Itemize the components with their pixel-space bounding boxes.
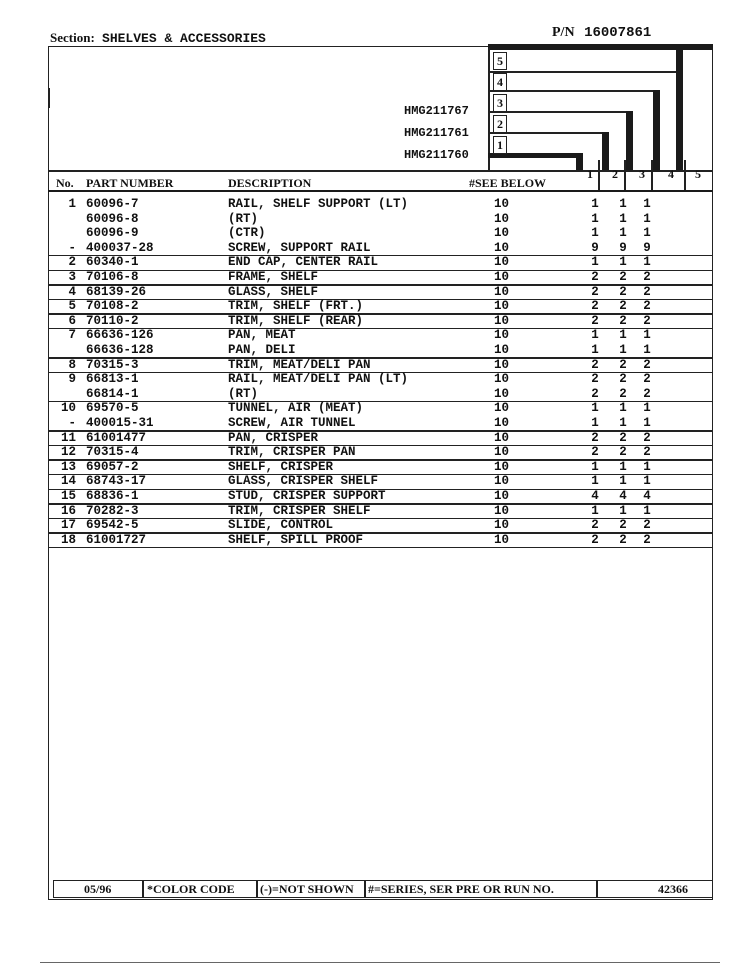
cell-q2: 1: [619, 503, 627, 518]
cell-q3: 2: [643, 313, 651, 328]
cell-q1: 9: [591, 240, 599, 255]
cell-see: 10: [494, 386, 510, 401]
cell-q1: 1: [591, 459, 599, 474]
row-divider: [48, 547, 713, 548]
cell-no: 16: [60, 503, 76, 518]
section-heading: [50, 30, 266, 46]
footer-sep: [596, 881, 598, 897]
cell-see: 10: [494, 372, 510, 387]
cell-q1: 2: [591, 445, 599, 460]
series-box-5: 5: [493, 52, 507, 70]
cell-q1: 2: [591, 313, 599, 328]
cell-desc: SCREW, AIR TUNNEL: [228, 416, 356, 430]
cell-q1: 1: [591, 255, 599, 270]
series-box-4: 4: [493, 73, 507, 91]
cell-see: 10: [494, 328, 510, 343]
col-q1-header: 1: [587, 167, 593, 181]
table-row: [48, 518, 713, 533]
table-row: [48, 387, 713, 402]
cell-see: 10: [494, 313, 510, 328]
cell-q1: 2: [591, 270, 599, 284]
cell-no: 15: [60, 489, 76, 503]
cell-desc: (RT): [228, 386, 259, 401]
cell-see: 10: [494, 240, 510, 255]
qcol-sep: [624, 160, 626, 190]
cell-desc: SCREW, SUPPORT RAIL: [228, 240, 371, 255]
cell-part: 70106-8: [86, 270, 139, 284]
cell-no: -: [68, 240, 76, 255]
stair-line-5: [488, 71, 676, 73]
cell-part: 61001727: [86, 532, 147, 547]
footer-sep: [364, 881, 366, 897]
cell-q3: 1: [643, 503, 651, 518]
cell-no: 5: [68, 299, 76, 314]
cell-part: 66636-128: [86, 343, 154, 357]
cell-part: 60340-1: [86, 255, 139, 270]
table-row: [48, 401, 713, 416]
cell-desc: PAN, CRISPER: [228, 430, 319, 445]
qcol-sep: [598, 160, 600, 190]
stair-line-3: [488, 111, 628, 113]
cell-see: 10: [494, 503, 510, 518]
cell-desc: (RT): [228, 211, 259, 226]
table-row: [48, 285, 713, 300]
cell-q3: 9: [643, 240, 651, 255]
cell-no: 14: [60, 474, 76, 489]
cell-see: 10: [494, 357, 510, 372]
cell-q1: 1: [591, 416, 599, 430]
col-no-header: No.: [56, 176, 74, 190]
footer-color-code: *COLOR CODE: [147, 882, 235, 896]
table-row: [48, 416, 713, 431]
stair-bar-4: [653, 90, 660, 170]
cell-q2: 2: [619, 430, 627, 445]
cell-q3: 1: [643, 197, 651, 211]
cell-part: 70315-4: [86, 445, 139, 460]
table-row: [48, 270, 713, 285]
cell-see: 10: [494, 401, 510, 416]
cell-part: 70108-2: [86, 299, 139, 314]
model-number: HMG211761: [404, 126, 469, 140]
cell-q3: 2: [643, 430, 651, 445]
cell-q1: 1: [591, 503, 599, 518]
series-box-3: 3: [493, 94, 507, 112]
cell-q3: 1: [643, 474, 651, 489]
cell-no: 11: [60, 430, 76, 445]
cell-q1: 2: [591, 430, 599, 445]
table-row: [48, 226, 713, 241]
stair-line-4: [488, 90, 653, 92]
cell-q3: 2: [643, 372, 651, 387]
cell-desc: TRIM, MEAT/DELI PAN: [228, 357, 371, 372]
cell-q3: 2: [643, 270, 651, 284]
cell-part: 66813-1: [86, 372, 139, 387]
footer-bar: [53, 880, 713, 898]
cell-q3: 2: [643, 532, 651, 547]
cell-see: 10: [494, 197, 510, 211]
cell-see: 10: [494, 518, 510, 533]
cell-q2: 1: [619, 211, 627, 226]
cell-part: 68743-17: [86, 474, 147, 489]
cell-q3: 1: [643, 343, 651, 357]
cell-q1: 2: [591, 357, 599, 372]
model-number: HMG211767: [404, 104, 469, 118]
cell-part: 68139-26: [86, 284, 147, 299]
cell-part: 66814-1: [86, 386, 139, 401]
cell-q2: 2: [619, 518, 627, 533]
cell-q1: 1: [591, 211, 599, 226]
table-row: [48, 533, 713, 548]
cell-q3: 1: [643, 416, 651, 430]
cell-see: 10: [494, 284, 510, 299]
cell-no: 6: [68, 313, 76, 328]
cell-q2: 2: [619, 532, 627, 547]
cell-no: 7: [68, 328, 76, 343]
cell-see: 10: [494, 270, 510, 284]
cell-q2: 2: [619, 270, 627, 284]
pn-value: 16007861: [584, 25, 652, 41]
cell-q2: 1: [619, 343, 627, 357]
cell-part: 70315-3: [86, 357, 139, 372]
cell-q2: 1: [619, 474, 627, 489]
cell-q3: 4: [643, 489, 651, 503]
cell-q2: 1: [619, 328, 627, 343]
cell-q2: 2: [619, 299, 627, 314]
cell-no: 18: [60, 532, 76, 547]
cell-q2: 2: [619, 284, 627, 299]
table-row: [48, 212, 713, 227]
cell-q2: 2: [619, 357, 627, 372]
cell-desc: PAN, DELI: [228, 343, 296, 357]
cell-part: 66636-126: [86, 328, 154, 343]
cell-desc: SHELF, CRISPER: [228, 459, 334, 474]
cell-no: -: [68, 416, 76, 430]
stair-bar-3: [626, 111, 633, 170]
cell-part: 70282-3: [86, 503, 139, 518]
cell-see: 10: [494, 430, 510, 445]
series-box-2: 2: [493, 115, 507, 133]
col-see-header: #SEE BELOW: [469, 176, 547, 190]
cell-part: 69570-5: [86, 401, 139, 416]
cell-q3: 1: [643, 211, 651, 226]
table-row: [48, 314, 713, 329]
cell-part: 60096-7: [86, 197, 139, 211]
cell-see: 10: [494, 532, 510, 547]
table-row: [48, 504, 713, 519]
cell-part: 68836-1: [86, 489, 139, 503]
cell-see: 10: [494, 416, 510, 430]
cell-part: 69542-5: [86, 518, 139, 533]
cell-q2: 2: [619, 372, 627, 387]
cell-see: 10: [494, 489, 510, 503]
table-row: [48, 299, 713, 314]
cell-see: 10: [494, 445, 510, 460]
qcol-sep: [684, 160, 686, 190]
footer-page-code: 42366: [658, 882, 688, 896]
cell-no: 3: [68, 270, 76, 284]
cell-desc: (CTR): [228, 226, 266, 241]
cell-q1: 1: [591, 401, 599, 416]
cell-q3: 2: [643, 357, 651, 372]
cell-part: 61001477: [86, 430, 147, 445]
cell-see: 10: [494, 255, 510, 270]
stair-bar-5: [676, 50, 683, 170]
cell-q3: 1: [643, 401, 651, 416]
cell-q1: 2: [591, 518, 599, 533]
model-number: HMG211760: [404, 148, 469, 162]
table-row: [48, 343, 713, 358]
pn-label: P/N: [552, 25, 575, 40]
cell-desc: RAIL, SHELF SUPPORT (LT): [228, 197, 409, 211]
table-row: [48, 431, 713, 446]
cell-desc: GLASS, SHELF: [228, 284, 319, 299]
col-q4-header: 4: [668, 167, 674, 181]
cell-q2: 9: [619, 240, 627, 255]
cell-desc: RAIL, MEAT/DELI PAN (LT): [228, 372, 409, 387]
cell-q1: 2: [591, 299, 599, 314]
cell-desc: SLIDE, CONTROL: [228, 518, 334, 533]
cell-no: 13: [60, 459, 76, 474]
col-q3-header: 3: [639, 167, 645, 181]
cell-q2: 2: [619, 313, 627, 328]
section-label: Section:: [50, 30, 95, 45]
cell-q3: 2: [643, 299, 651, 314]
header-bottom-rule: [48, 190, 713, 192]
cell-q2: 1: [619, 401, 627, 416]
cell-desc: TRIM, CRISPER PAN: [228, 445, 356, 460]
cell-desc: TRIM, SHELF (FRT.): [228, 299, 364, 314]
col-desc-header: DESCRIPTION: [228, 176, 312, 190]
cell-desc: SHELF, SPILL PROOF: [228, 532, 364, 547]
table-row: [48, 460, 713, 475]
series-box-1: 1: [493, 136, 507, 154]
cell-q1: 2: [591, 372, 599, 387]
cell-q1: 1: [591, 343, 599, 357]
part-number-heading: [552, 25, 651, 41]
cell-part: 60096-8: [86, 211, 139, 226]
table-row: [48, 372, 713, 387]
cell-q1: 2: [591, 386, 599, 401]
cell-q1: 2: [591, 284, 599, 299]
cell-see: 10: [494, 299, 510, 314]
cell-no: 17: [60, 518, 76, 533]
cell-no: 12: [60, 445, 76, 460]
cell-no: 1: [68, 197, 76, 211]
table-row: [48, 328, 713, 343]
margin-tick: [48, 88, 50, 108]
cell-part: 70110-2: [86, 313, 139, 328]
cell-q3: 1: [643, 226, 651, 241]
footer-sep: [142, 881, 144, 897]
cell-q3: 1: [643, 328, 651, 343]
cell-q2: 1: [619, 197, 627, 211]
cell-no: 4: [68, 284, 76, 299]
table-row: [48, 474, 713, 489]
cell-see: 10: [494, 211, 510, 226]
cell-q3: 1: [643, 255, 651, 270]
col-q5-header: 5: [695, 167, 701, 181]
col-part-header: PART NUMBER: [86, 176, 174, 190]
footer-not-shown: (-)=NOT SHOWN: [260, 882, 354, 896]
cell-desc: FRAME, SHELF: [228, 270, 319, 284]
cell-q1: 1: [591, 226, 599, 241]
matrix-left-rule: [488, 48, 490, 170]
cell-desc: END CAP, CENTER RAIL: [228, 255, 379, 270]
cell-no: 10: [60, 401, 76, 416]
cell-desc: TRIM, SHELF (REAR): [228, 313, 364, 328]
cell-q3: 2: [643, 445, 651, 460]
qcol-sep: [651, 160, 653, 190]
table-row: [48, 445, 713, 460]
cell-q1: 2: [591, 532, 599, 547]
table-row: [48, 255, 713, 270]
table-row: [48, 489, 713, 504]
cell-desc: STUD, CRISPER SUPPORT: [228, 489, 386, 503]
cell-q1: 4: [591, 489, 599, 503]
col-q2-header: 2: [612, 167, 618, 181]
cell-q3: 1: [643, 459, 651, 474]
cell-q2: 2: [619, 386, 627, 401]
cell-part: 69057-2: [86, 459, 139, 474]
stair-bar-2: [602, 132, 609, 170]
cell-part: 400037-28: [86, 240, 154, 255]
cell-q2: 2: [619, 445, 627, 460]
section-value: SHELVES & ACCESSORIES: [102, 31, 266, 46]
cell-see: 10: [494, 226, 510, 241]
cell-no: 8: [68, 357, 76, 372]
cell-see: 10: [494, 474, 510, 489]
cell-q1: 1: [591, 197, 599, 211]
cell-desc: PAN, MEAT: [228, 328, 296, 343]
footer-series: #=SERIES, SER PRE OR RUN NO.: [368, 882, 554, 896]
cell-q1: 1: [591, 474, 599, 489]
cell-q2: 1: [619, 226, 627, 241]
cell-q3: 2: [643, 284, 651, 299]
cell-q2: 4: [619, 489, 627, 503]
cell-q2: 1: [619, 416, 627, 430]
cell-see: 10: [494, 343, 510, 357]
table-row: [48, 358, 713, 373]
cell-desc: GLASS, CRISPER SHELF: [228, 474, 379, 489]
cell-part: 400015-31: [86, 416, 154, 430]
cell-q1: 1: [591, 328, 599, 343]
page-bottom-rule: [40, 962, 720, 963]
footer-date: 05/96: [84, 882, 112, 896]
cell-q2: 1: [619, 255, 627, 270]
cell-desc: TUNNEL, AIR (MEAT): [228, 401, 364, 416]
cell-q3: 2: [643, 518, 651, 533]
table-row: [48, 197, 713, 212]
cell-see: 10: [494, 459, 510, 474]
cell-no: 9: [68, 372, 76, 387]
table-row: [48, 241, 713, 256]
cell-desc: TRIM, CRISPER SHELF: [228, 503, 371, 518]
footer-sep: [256, 881, 258, 897]
cell-no: 2: [68, 255, 76, 270]
cell-q3: 2: [643, 386, 651, 401]
cell-q2: 1: [619, 459, 627, 474]
cell-part: 60096-9: [86, 226, 139, 241]
